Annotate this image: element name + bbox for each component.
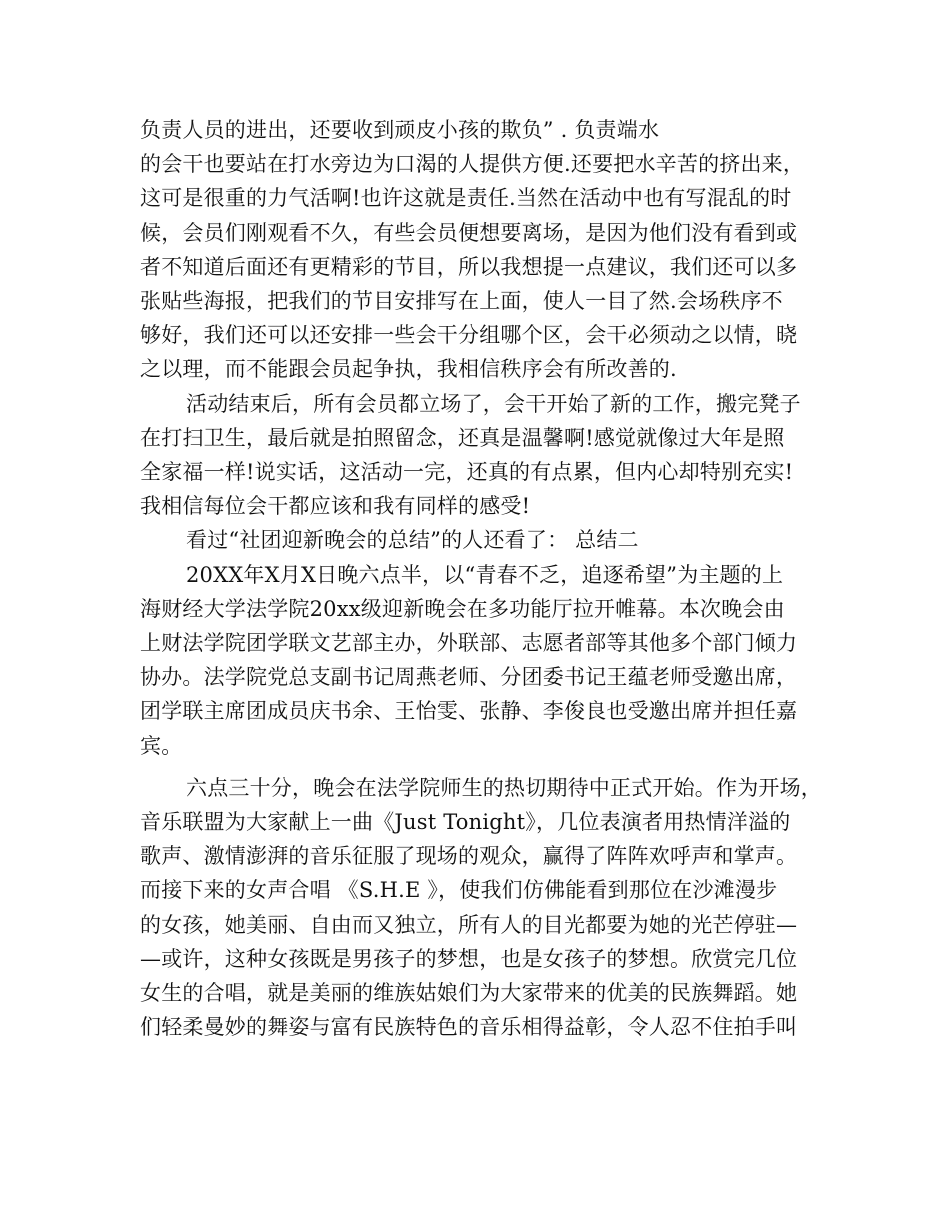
text-line: 们轻柔曼妙的舞姿与富有民族特色的音乐相得益彰，令人忍不住拍手叫 — [140, 1015, 798, 1040]
text-line: 我相信每位会干都应该和我有同样的感受! — [140, 494, 531, 519]
body-text — [140, 113, 826, 1044]
text-line: 负责人员的进出，还要收到顽皮小孩的欺负” . 负责端水 — [140, 118, 660, 142]
paragraph-start-line: 20XX年X月X日晚六点半，以“青春不乏，追逐希望”为主题的上 — [186, 562, 784, 587]
text-line: 歌声、激情澎湃的音乐征服了现场的观众，赢得了阵阵欢呼声和掌声。 — [140, 844, 798, 869]
text-line: 够好，我们还可以还安排一些会干分组哪个区，会干必须动之以情，晓 — [140, 323, 798, 348]
text-line: 协办。法学院党总支副书记周燕老师、分团委书记王蕴老师受邀出席， — [140, 665, 798, 690]
text-line: —或许，这种女孩既是男孩子的梦想，也是女孩子的梦想。欣赏完几位 — [140, 946, 798, 971]
text-line: 而接下来的女声合唱 《S.H.E 》，使我们仿佛能看到那位在沙滩漫步 — [140, 878, 778, 903]
text-line: 的会干也要站在打水旁边为口渴的人提供方便.还要把水辛苦的挤出来， — [140, 152, 805, 177]
text-line: 团学联主席团成员庆书余、王怡雯、张静、李俊良也受邀出席并担任嘉 — [140, 699, 798, 724]
text-line: 女生的合唱，就是美丽的维族姑娘们为大家带来的优美的民族舞蹈。她 — [140, 981, 798, 1006]
paragraph-start-line: 活动结束后，所有会员都立场了，会干开始了新的工作，搬完凳子 — [186, 391, 801, 416]
text-line: 者不知道后面还有更精彩的节目，所以我想提一点建议，我们还可以多 — [140, 254, 798, 279]
text-line: 张贴些海报，把我们的节目安排写在上面，使人一目了然.会场秩序不 — [140, 289, 783, 314]
text-line: 的女孩，她美丽、自由而又独立，所有人的目光都要为她的光芒停驻— — [140, 912, 798, 937]
text-line: 这可是很重的力气活啊!也许这就是责任.当然在活动中也有写混乱的时 — [140, 186, 792, 211]
text-line: 上财法学院团学联文艺部主办，外联部、志愿者部等其他多个部门倾力 — [140, 631, 798, 656]
paragraph-start-line: 六点三十分，晚会在法学院师生的热切期待中正式开始。作为开场， — [186, 775, 822, 800]
text-line: 候，会员们刚观看不久，有些会员便想要离场，是因为他们没有看到或 — [140, 220, 798, 245]
text-line: 在打扫卫生，最后就是拍照留念，还真是温馨啊!感觉就像过大年是照 — [140, 425, 785, 450]
text-line: 宾。 — [140, 733, 183, 758]
text-line: 海财经大学法学院20xx级迎新晚会在多功能厅拉开帷幕。本次晚会由 — [140, 596, 785, 621]
text-line: 音乐联盟为大家献上一曲《Just Tonight》，几位表演者用热情洋溢的 — [140, 810, 791, 835]
text-line: 之以理，而不能跟会员起争执，我相信秩序会有所改善的. — [140, 357, 677, 382]
section-reference-line: 看过“社团迎新晚会的总结”的人还看了： 总结二 — [186, 528, 639, 553]
text-line: 全家福一样!说实话，这活动一完，还真的有点累，但内心却特别充实! — [140, 460, 794, 485]
